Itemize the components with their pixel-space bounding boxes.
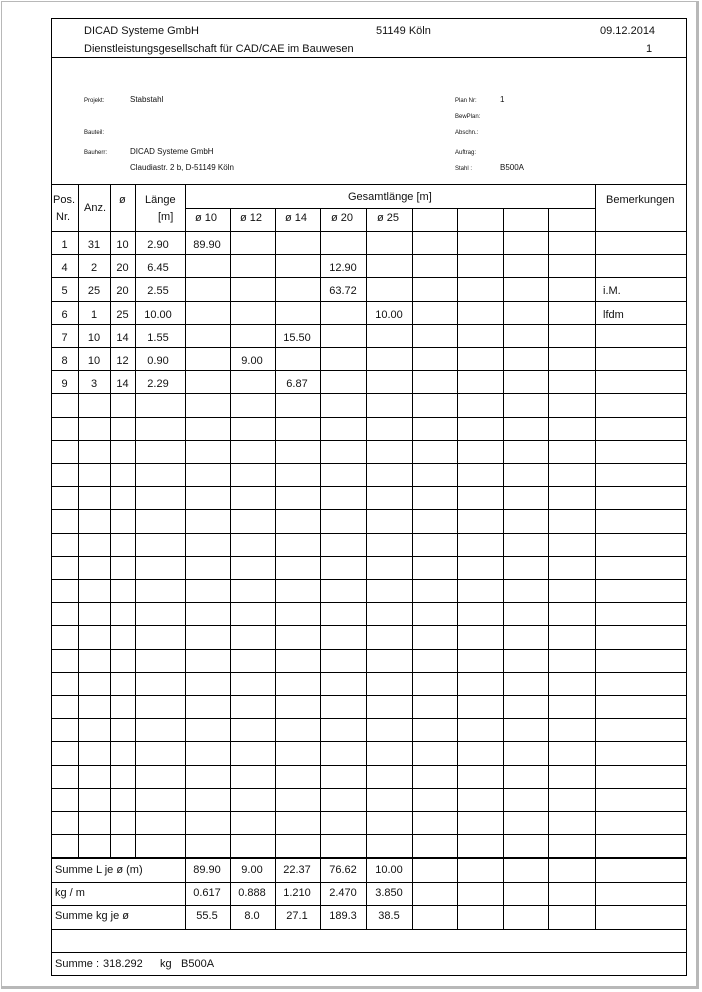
- grid-line-h: [51, 625, 687, 626]
- grid-line-h: [51, 533, 687, 534]
- cell-anz: 25: [87, 285, 101, 297]
- grid-line-h: [51, 231, 687, 232]
- cell-laenge: 6.45: [147, 262, 169, 274]
- cell-laenge: 2.29: [147, 378, 169, 390]
- grid-line-h: [51, 324, 687, 325]
- grid-line-v: [457, 858, 458, 930]
- cell-anz: 3: [90, 378, 98, 390]
- cell-total-dia-3: 6.87: [286, 378, 308, 390]
- grid-line-v: [503, 858, 504, 930]
- col-header-diameter: ø: [119, 194, 126, 206]
- cell-pos: 4: [61, 262, 68, 274]
- cell-laenge: 0.90: [147, 355, 169, 367]
- summe-kg-dia-3: 27.1: [286, 910, 308, 922]
- col-header-bemerkungen: Bemerkungen: [606, 194, 675, 206]
- grid-line-h: [51, 57, 687, 58]
- cell-bemerkung: lfdm: [603, 309, 624, 321]
- grid-line-h: [51, 393, 687, 394]
- grid-line-h: [51, 370, 687, 371]
- company-subtitle: Dienstleistungsgesellschaft für CAD/CAE im Bauwesen: [84, 43, 354, 55]
- grid-line-h: [51, 672, 687, 673]
- col-header-anz: Anz.: [84, 202, 107, 214]
- document-date: 09.12.2014: [600, 25, 656, 37]
- cell-anz: 10: [87, 332, 101, 344]
- cell-diameter: 10: [116, 239, 129, 251]
- col-header-nr: Nr.: [56, 211, 71, 223]
- summe-kg-dia-5: 38.5: [378, 910, 400, 922]
- grid-line-h: [51, 975, 687, 976]
- grid-line-h: [51, 440, 687, 441]
- grid-line-h: [185, 208, 596, 209]
- cell-laenge: 1.55: [147, 332, 169, 344]
- cell-laenge: 2.90: [147, 239, 169, 251]
- col-header-dia-4: ø 20: [331, 212, 354, 224]
- grid-line-h: [51, 929, 687, 930]
- col-header-dia-1: ø 10: [195, 212, 218, 224]
- cell-diameter: 14: [116, 332, 129, 344]
- total-unit: kg: [160, 958, 172, 970]
- bewplan-label: BewPlan:: [455, 114, 481, 120]
- stahl-value: B500A: [500, 163, 525, 172]
- kg-per-m-dia-2: 0.888: [238, 887, 266, 899]
- summe-kg-dia-2: 8.0: [244, 910, 260, 922]
- cell-total-dia-2: 9.00: [241, 355, 263, 367]
- col-header-gesamtlaenge: Gesamtlänge [m]: [348, 191, 432, 203]
- col-header-laenge: Länge: [145, 194, 176, 206]
- grid-line-v: [51, 18, 52, 976]
- grid-line-h: [51, 602, 687, 603]
- grid-line-h: [51, 301, 687, 302]
- grid-line-h: [51, 765, 687, 766]
- summe-kg-dia-4: 189.3: [329, 910, 357, 922]
- total-value: 318.292: [103, 958, 143, 970]
- projekt-label: Projekt:: [84, 98, 105, 104]
- grid-line-h: [51, 834, 687, 835]
- summe-l-dia-1: 89.90: [193, 864, 221, 876]
- kg-per-m-dia-3: 1.210: [283, 887, 311, 899]
- col-header-dia-3: ø 14: [285, 212, 308, 224]
- grid-line-h: [51, 858, 687, 859]
- col-header-laenge-unit: [m]: [158, 211, 174, 223]
- grid-line-v: [185, 184, 186, 859]
- summe-l-dia-2: 9.00: [241, 864, 263, 876]
- grid-line-v: [548, 858, 549, 930]
- grid-line-h: [51, 417, 687, 418]
- kg-per-m-dia-5: 3.850: [375, 887, 403, 899]
- grid-line-h: [51, 718, 687, 719]
- cell-diameter: 25: [116, 309, 129, 321]
- cell-bemerkung: i.M.: [603, 285, 621, 297]
- cell-diameter: 20: [116, 262, 129, 274]
- cell-total-dia-5: 10.00: [375, 309, 403, 321]
- summe-l-dia-4: 76.62: [329, 864, 357, 876]
- plan-nr-value: 1: [500, 95, 505, 104]
- total-steel-grade: B500A: [181, 958, 215, 970]
- grid-line-h: [51, 347, 687, 348]
- kg-per-m-label: kg / m: [55, 887, 85, 899]
- projekt-value: Stabstahl: [130, 95, 164, 104]
- grid-line-h: [51, 509, 687, 510]
- grid-line-h: [51, 649, 687, 650]
- cell-laenge: 10.00: [144, 309, 172, 321]
- grid-line-h: [51, 556, 687, 557]
- grid-line-h: [51, 905, 687, 906]
- stahl-label: Stahl :: [455, 166, 473, 172]
- grid-line-h: [51, 277, 687, 278]
- summe-l-dia-5: 10.00: [375, 864, 403, 876]
- page-number: 1: [646, 43, 653, 55]
- cell-diameter: 20: [116, 285, 129, 297]
- kg-per-m-dia-4: 2.470: [329, 887, 357, 899]
- cell-total-dia-4: 12.90: [329, 262, 357, 274]
- cell-anz: 2: [90, 262, 98, 274]
- grid-line-h: [51, 254, 687, 255]
- cell-total-dia-1: 89.90: [193, 239, 221, 251]
- cell-pos: 1: [61, 239, 68, 251]
- bauherr-label: Bauherr:: [84, 150, 108, 156]
- grid-line-h: [51, 579, 687, 580]
- cell-diameter: 14: [116, 378, 129, 390]
- grid-line-v: [595, 858, 596, 930]
- company-location: 51149 Köln: [376, 25, 431, 37]
- summe-kg-dia-1: 55.5: [196, 910, 218, 922]
- cell-total-dia-3: 15.50: [283, 332, 311, 344]
- cell-anz: 1: [90, 309, 98, 321]
- col-header-pos: Pos.: [53, 194, 76, 206]
- plan-nr-label: Plan Nr:: [455, 98, 477, 104]
- total-label: Summe :: [55, 958, 100, 970]
- cell-anz: 10: [87, 355, 101, 367]
- grid-line-h: [51, 882, 687, 883]
- grid-line-h: [51, 18, 687, 19]
- grid-line-h: [51, 486, 687, 487]
- bauteil-label: Bauteil:: [84, 130, 105, 136]
- company-name: DICAD Systeme GmbH: [84, 25, 199, 37]
- cell-diameter: 12: [116, 355, 129, 367]
- grid-line-v: [412, 858, 413, 930]
- grid-line-h: [51, 463, 687, 464]
- kg-per-m-dia-1: 0.617: [193, 887, 221, 899]
- cell-pos: 7: [61, 332, 68, 344]
- grid-line-h: [51, 952, 687, 953]
- grid-line-h: [51, 184, 687, 185]
- bauherr-address: Claudiastr. 2 b, D-51149 Köln: [130, 163, 234, 172]
- summe-l-dia-3: 22.37: [283, 864, 311, 876]
- cell-pos: 9: [61, 378, 68, 390]
- grid-line-h: [51, 695, 687, 696]
- cell-anz: 31: [87, 239, 101, 251]
- cell-pos: 8: [61, 355, 68, 367]
- grid-line-h: [51, 741, 687, 742]
- abschn-label: Abschn.:: [455, 130, 479, 136]
- cell-total-dia-4: 63.72: [329, 285, 357, 297]
- col-header-dia-5: ø 25: [377, 212, 400, 224]
- auftrag-label: Auftrag:: [455, 150, 477, 156]
- grid-line-h: [51, 788, 687, 789]
- cell-pos: 5: [61, 285, 68, 297]
- cell-laenge: 2.55: [147, 285, 169, 297]
- cell-pos: 6: [61, 309, 68, 321]
- summe-kg-label: Summe kg je ø: [55, 910, 129, 922]
- grid-line-v: [686, 18, 687, 976]
- col-header-dia-2: ø 12: [240, 212, 263, 224]
- grid-line-h: [51, 811, 687, 812]
- grid-line-v: [595, 184, 596, 859]
- bauherr-name: DICAD Systeme GmbH: [130, 147, 214, 156]
- summe-l-label: Summe L je ø (m): [55, 864, 143, 876]
